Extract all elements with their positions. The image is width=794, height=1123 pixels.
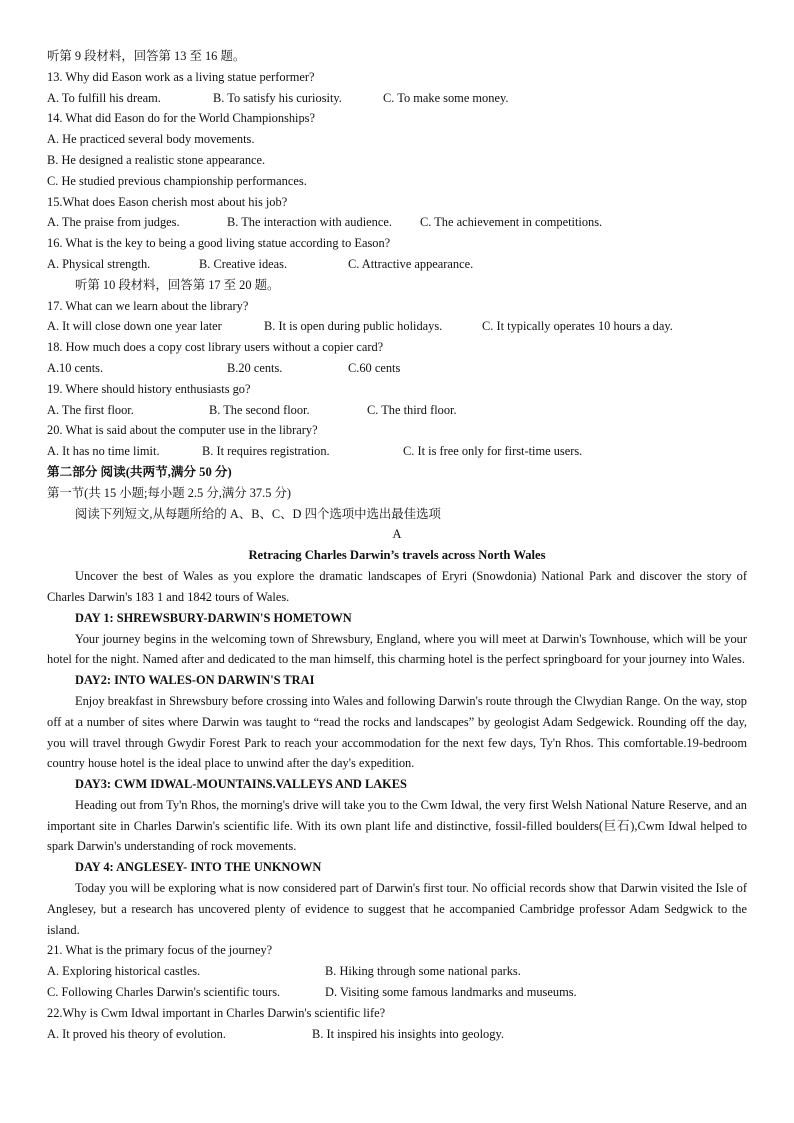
question-15: 15.What does Eason cherish most about his job? bbox=[47, 194, 288, 209]
option-b: B. It inspired his insights into geology. bbox=[312, 1026, 504, 1041]
options-18 bbox=[47, 358, 747, 379]
part-title: 第二部分 阅读(共两节,满分 50 分) bbox=[47, 464, 232, 479]
option-c: C. To make some money. bbox=[383, 90, 509, 105]
option-b: B. It requires registration. bbox=[202, 444, 330, 459]
question-20: 20. What is said about the computer use in the library? bbox=[47, 423, 318, 438]
day2-heading: DAY2: INTO WALES-ON DARWIN'S TRAI bbox=[75, 673, 315, 688]
passage-title: Retracing Charles Darwin’s travels across North Wales bbox=[248, 548, 546, 563]
option-b: B. To satisfy his curiosity. bbox=[213, 90, 342, 105]
option-d: D. Visiting some famous landmarks and museums. bbox=[325, 985, 577, 1000]
option-b: B. He designed a realistic stone appearance. bbox=[47, 152, 266, 167]
instruction: 阅读下列短文,从每题所给的 A、B、C、D 四个选项中选出最佳选项 bbox=[75, 506, 441, 521]
options-21-cd bbox=[47, 982, 747, 1003]
option-a: A. He practiced several body movements. bbox=[47, 132, 255, 147]
exam-page bbox=[47, 46, 747, 1044]
option-a: A. Physical strength. bbox=[47, 256, 151, 271]
question-19: 19. Where should history enthusiasts go? bbox=[47, 381, 251, 396]
section-title: 第一节(共 15 小题;每小题 2.5 分,满分 37.5 分) bbox=[47, 485, 292, 500]
option-b: B.20 cents. bbox=[227, 360, 283, 375]
question-17: 17. What can we learn about the library? bbox=[47, 298, 249, 313]
passage-label: A bbox=[392, 527, 402, 542]
option-a: A. It proved his theory of evolution. bbox=[47, 1026, 226, 1041]
options-22 bbox=[47, 1024, 747, 1045]
option-c: C. Following Charles Darwin's scientific tours. bbox=[47, 985, 281, 1000]
options-15 bbox=[47, 212, 747, 233]
option-b: B. Creative ideas. bbox=[199, 256, 288, 271]
question-16: 16. What is the key to being a good living statue according to Eason? bbox=[47, 236, 391, 251]
option-b: B. Hiking through some national parks. bbox=[325, 964, 521, 979]
options-19 bbox=[47, 400, 747, 421]
options-21-ab bbox=[47, 961, 747, 982]
option-c: C. The third floor. bbox=[367, 402, 457, 417]
day3-heading: DAY3: CWM IDWAL-MOUNTAINS.VALLEYS AND LAKES bbox=[75, 777, 407, 792]
options-17 bbox=[47, 316, 747, 337]
question-22: 22.Why is Cwm Idwal important in Charles Darwin's scientific life? bbox=[47, 1005, 386, 1020]
option-c: C. The achievement in competitions. bbox=[420, 215, 603, 230]
question-14: 14. What did Eason do for the World Championships? bbox=[47, 111, 316, 126]
option-c: C. He studied previous championship performances. bbox=[47, 173, 307, 188]
option-c: C. It is free only for first-time users. bbox=[403, 444, 583, 459]
day2-paragraph: Enjoy breakfast in Shrewsbury before crossing into Wales and following Darwin's route through the Clwydian Range. On the way, stop off at a number of sites where Darwin was taught to “read the rocks and landscapes” by geologist Adam Sedgewick. Rounding off the day, you will travel through Gwydir Forest Park to reach your accommodation for the next few days, Ty'n Rhos. This comfortable.19-bedroom country house hotel is the ideal place to unwind after the day's expedition. bbox=[47, 693, 747, 771]
option-a: A.10 cents. bbox=[47, 360, 104, 375]
option-a: A. It will close down one year later bbox=[47, 319, 222, 334]
day1-paragraph: Your journey begins in the welcoming town of Shrewsbury, England, where you will meet at Darwin's Townhouse, which will be your hotel for the night. Named after and dedicated to the man himself, this charming hotel is the perfect springboard for your journey into Wales. bbox=[47, 631, 747, 667]
section-intro-9: 听第 9 段材料，回答第 13 至 16 题。 bbox=[47, 49, 246, 63]
option-b: B. The interaction with audience. bbox=[227, 215, 392, 230]
option-c: C. Attractive appearance. bbox=[348, 256, 474, 271]
option-a: A. The praise from judges. bbox=[47, 215, 180, 230]
options-13 bbox=[47, 88, 747, 109]
question-21: 21. What is the primary focus of the journey? bbox=[47, 943, 273, 958]
day1-heading: DAY 1: SHREWSBURY-DARWIN'S HOMETOWN bbox=[75, 610, 352, 625]
question-13: 13. Why did Eason work as a living statue performer? bbox=[47, 69, 315, 84]
day3-paragraph: Heading out from Ty'n Rhos, the morning's drive will take you to the Cwm Idwal, the very first Welsh National Nature Reserve, and an important site in Charles Darwin's scientific life. With its own plant life and distinctive, fossil-filled boulders(巨石),Cwm Idwal helped to spark Darwin's understanding of rock movements. bbox=[47, 797, 747, 854]
day4-paragraph: Today you will be exploring what is now considered part of Darwin's first tour. No official records show that Darwin visited the Isle of Anglesey, but a research has uncovered plenty of evidence to suggest that he accompanied Cambridge professor Adam Sedgwick to the island. bbox=[47, 881, 747, 937]
option-a: A. The first floor. bbox=[47, 402, 134, 417]
question-18: 18. How much does a copy cost library users without a copier card? bbox=[47, 340, 384, 355]
option-a: A. Exploring historical castles. bbox=[47, 964, 201, 979]
option-b: B. The second floor. bbox=[209, 402, 310, 417]
option-a: A. To fulfill his dream. bbox=[47, 90, 161, 105]
options-20 bbox=[47, 441, 747, 462]
option-a: A. It has no time limit. bbox=[47, 444, 160, 459]
intro-paragraph: Uncover the best of Wales as you explore the dramatic landscapes of Eryri (Snowdonia) National Park and discover the story of Charles Darwin's 183 1 and 1842 tours of Wales. bbox=[47, 569, 747, 604]
options-16 bbox=[47, 254, 747, 275]
option-c: C.60 cents bbox=[348, 360, 401, 375]
option-b: B. It is open during public holidays. bbox=[264, 319, 443, 334]
option-c: C. It typically operates 10 hours a day. bbox=[482, 319, 673, 334]
section-intro-10: 听第 10 段材料，回答第 17 至 20 题。 bbox=[75, 277, 280, 292]
day4-heading: DAY 4: ANGLESEY- INTO THE UNKNOWN bbox=[75, 860, 322, 875]
